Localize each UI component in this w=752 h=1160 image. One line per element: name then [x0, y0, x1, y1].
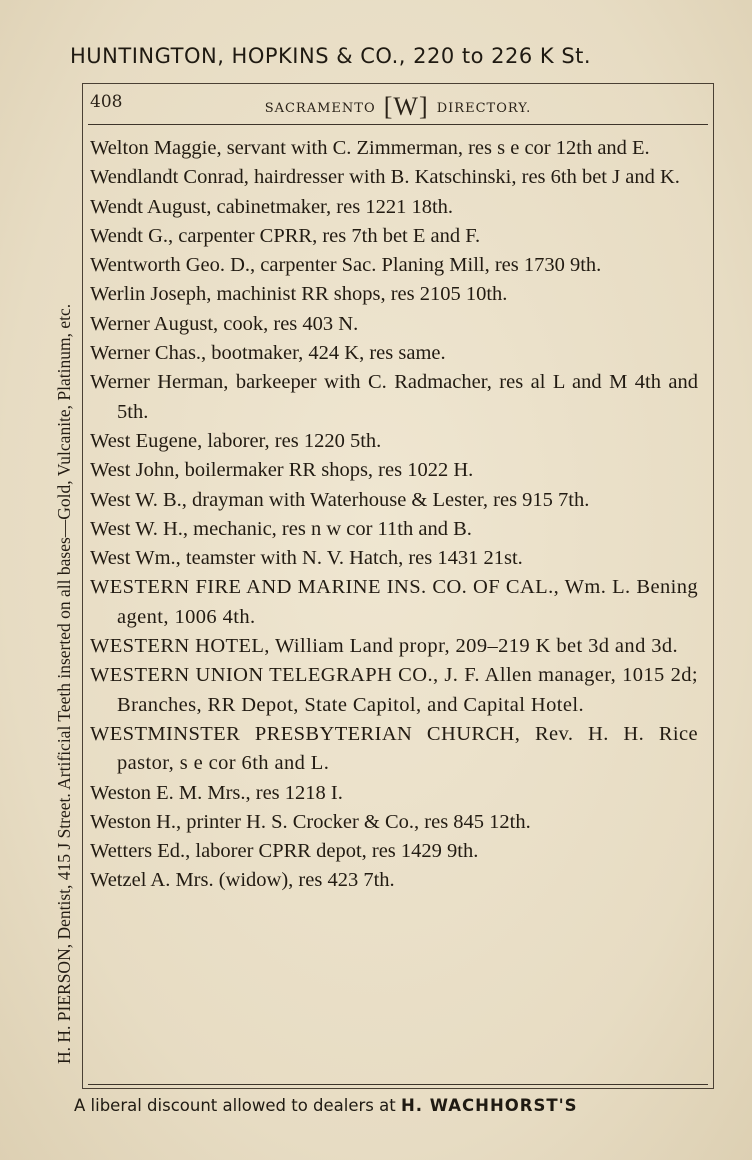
- bottom-advertisement-name: H. WACHHORST'S: [400, 1096, 578, 1115]
- directory-entry: WESTMINSTER PRESBYTERIAN CHURCH, Rev. H. H. Rice pastor, s e cor 6th and L.: [90, 722, 698, 775]
- section-letter: [W]: [383, 92, 429, 121]
- running-title: [88, 92, 708, 122]
- directory-entry: Werner Herman, barkeeper with C. Radmacher, res al L and M 4th and 5th.: [90, 371, 698, 423]
- directory-entry: West Eugene, laborer, res 1220 5th.: [90, 429, 382, 452]
- page-number: 408: [90, 92, 123, 112]
- directory-entry: Werner Chas., bootmaker, 424 K, res same.: [90, 342, 446, 365]
- footer-divider: [88, 1084, 708, 1085]
- top-advertisement: HUNTINGTON, HOPKINS & CO., 220 to 226 K St.: [70, 44, 592, 68]
- bottom-advertisement-text: A liberal discount allowed to dealers at: [74, 1096, 401, 1115]
- page-header: [88, 88, 708, 122]
- directory-entry: Wetzel A. Mrs. (widow), res 423 7th.: [90, 869, 395, 892]
- directory-entry: West W. H., mechanic, res n w cor 11th and B.: [90, 517, 472, 540]
- directory-entry: Wendlandt Conrad, hairdresser with B. Katschinski, res 6th bet J and K.: [90, 166, 680, 189]
- directory-entry: Weston H., printer H. S. Crocker & Co., res 845 12th.: [90, 810, 531, 833]
- directory-entry: WESTERN UNION TELEGRAPH CO., J. F. Allen manager, 1015 2d; Branches, RR Depot, State Capitol, and Capital Hotel.: [90, 664, 698, 716]
- directory-entry: Wentworth Geo. D., carpenter Sac. Planing Mill, res 1730 9th.: [90, 254, 602, 277]
- bottom-advertisement: [74, 1096, 724, 1115]
- directory-entries: [90, 134, 698, 896]
- directory-entry: Welton Maggie, servant with C. Zimmerman, res s e cor 12th and E.: [90, 137, 650, 159]
- directory-entry: West W. B., drayman with Waterhouse & Lester, res 915 7th.: [90, 488, 590, 511]
- directory-entry: Werner August, cook, res 403 N.: [90, 312, 359, 335]
- directory-entry: Weston E. M. Mrs., res 1218 I.: [90, 781, 343, 804]
- directory-entry: Wetters Ed., laborer CPRR depot, res 1429 9th.: [90, 840, 479, 863]
- directory-entry: WESTERN FIRE AND MARINE INS. CO. OF CAL., Wm. L. Bening agent, 1006 4th.: [90, 576, 698, 628]
- directory-entry: WESTERN HOTEL, William Land propr, 209–219 K bet 3d and 3d.: [90, 635, 679, 658]
- directory-entry: West Wm., teamster with N. V. Hatch, res 1431 21st.: [90, 547, 523, 570]
- running-title-directory: DIRECTORY.: [436, 101, 532, 116]
- header-divider: [88, 124, 708, 125]
- directory-entry: Wendt G., carpenter CPRR, res 7th bet E and F.: [90, 224, 481, 247]
- directory-entry: West John, boilermaker RR shops, res 1022 H.: [90, 459, 474, 482]
- directory-entry: Wendt August, cabinetmaker, res 1221 18th.: [90, 195, 454, 218]
- running-title-city: SACRAMENTO: [264, 101, 376, 116]
- side-advertisement: H. H. PIERSON, Dentist, 415 J Street. Artificial Teeth inserted on all bases—Gold, Vulcanite, Platinum, etc.: [54, 303, 74, 1064]
- directory-entry: Werlin Joseph, machinist RR shops, res 2105 10th.: [90, 283, 508, 306]
